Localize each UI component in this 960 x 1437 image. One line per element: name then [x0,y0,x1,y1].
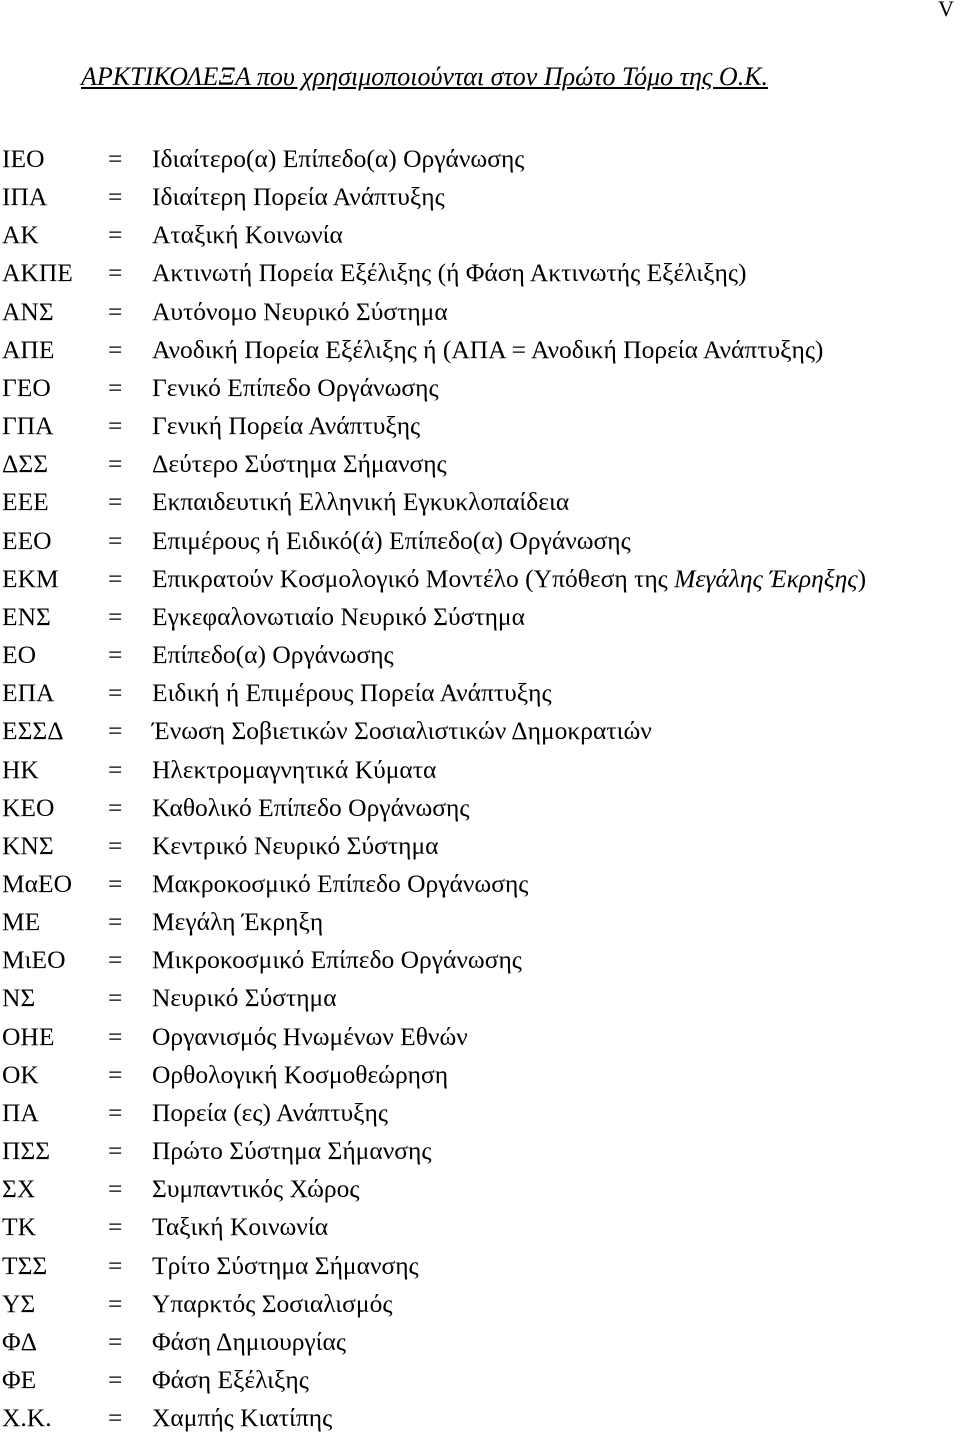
definition [152,1132,431,1170]
equals-sign: = [108,1174,123,1204]
definition [152,636,394,674]
abbreviation: ΤΚ [2,1212,36,1242]
equals-sign: = [108,258,123,288]
abbreviation: ΚΝΣ [2,830,54,860]
definition [152,1361,309,1399]
abbreviation: ΥΣ [2,1288,36,1318]
definition [152,979,337,1017]
abbreviation: ΚΕΟ [2,792,55,822]
definition-text: Φάση Δημιουργίας [152,1326,347,1356]
definition-text: Υπαρκτός Σοσιαλισμός [152,1288,393,1318]
definition-text: Αυτόνομο Νευρικό Σύστημα [152,296,448,326]
definition [152,1208,328,1246]
page-number: V [938,0,954,21]
definition [152,1323,346,1361]
definition [152,789,469,827]
abbreviation: ΕΕΕ [2,487,49,517]
equals-sign: = [108,830,123,860]
abbreviation: ΓΕΟ [2,372,51,402]
definition [152,598,525,636]
equals-sign: = [108,220,123,250]
list-item [2,674,866,712]
definition [152,560,866,598]
definition-text: Ανοδική Πορεία Εξέλιξης ή (ΑΠΑ = Ανοδική Πορεία Ανάπτυξης) [152,334,824,364]
list-item [2,1056,866,1094]
definition-text: Ηλεκτρομαγνητικά Κύματα [152,754,437,784]
definition [152,1018,468,1056]
definition [152,140,524,178]
definition [152,331,823,369]
definition-text: Ακτινωτή Πορεία Εξέλιξης (ή Φάση Ακτινωτής Εξέλιξης) [152,258,747,288]
definition-text: Ιδιαίτερο(α) Επίπεδο(α) Οργάνωσης [152,144,525,173]
equals-sign: = [108,1403,123,1433]
abbreviation: ΙΠΑ [2,182,48,212]
list-item [2,483,866,521]
definition [152,293,448,331]
definition [152,674,552,712]
list-item [2,865,866,903]
list-item [2,789,866,827]
abbreviation: ΤΣΣ [2,1250,48,1280]
list-item [2,827,866,865]
definition [152,522,631,560]
equals-sign: = [108,792,123,822]
abbreviation: ΕΠΑ [2,678,55,708]
abbreviation: ΦΕ [2,1365,37,1394]
abbreviation: ΓΠΑ [2,411,54,441]
abbreviation: ΕΚΜ [2,563,59,593]
definition [152,903,323,941]
equals-sign: = [108,716,123,746]
list-item [2,254,866,292]
definition-text: Ορθολογική Κοσμοθεώρηση [152,1059,449,1089]
equals-sign: = [108,640,123,670]
abbreviation: ΝΣ [2,983,36,1013]
definition [152,369,439,407]
definition [152,865,528,903]
equals-sign: = [108,334,123,364]
list-item [2,407,866,445]
definition [152,751,436,789]
abbreviation: ΟΗΕ [2,1021,55,1051]
definition-text: Χαμπής Κιατίπης [152,1403,333,1433]
list-item [2,598,866,636]
definition-text: Μακροκοσμικό Επίπεδο Οργάνωσης [152,868,529,898]
list-item [2,216,866,254]
definition-text: Επίπεδο(α) Οργάνωσης [152,640,394,670]
list-item [2,1323,866,1361]
equals-sign: = [108,754,123,784]
definition-text: Ταξική Κοινωνία [152,1212,329,1242]
list-item [2,1132,866,1170]
definition [152,483,569,521]
equals-sign: = [108,563,123,593]
abbreviation: ΑΝΣ [2,296,54,326]
definition [152,178,445,216]
definition-text: Οργανισμός Ηνωμένων Εθνών [152,1021,468,1051]
list-item [2,445,866,483]
list-item [2,712,866,750]
abbreviation: ΕΟ [2,640,36,670]
abbreviation: ΙΕΟ [2,144,45,173]
definition [152,407,420,445]
definition-text: Νευρικό Σύστημα [152,983,337,1013]
definition [152,941,522,979]
list-item [2,941,866,979]
list-item [2,293,866,331]
abbreviation: ΠΣΣ [2,1136,51,1166]
list-item [2,178,866,216]
list-item [2,1361,866,1399]
abbreviation: ΑΚΠΕ [2,258,73,288]
definition [152,445,447,483]
equals-sign: = [108,487,123,517]
definition [152,827,438,865]
list-item [2,1170,866,1208]
equals-sign: = [108,1326,123,1356]
abbreviation: Χ.Κ. [2,1403,52,1433]
list-item [2,903,866,941]
abbreviation: ΜιΕΟ [2,945,66,975]
equals-sign: = [108,372,123,402]
abbreviation: ΔΣΣ [2,449,49,479]
abbreviation: ΣΧ [2,1174,36,1204]
list-item [2,560,866,598]
definition-text: Γενικό Επίπεδο Οργάνωσης [152,372,439,402]
list-item [2,1018,866,1056]
definition-text: Επιμέρους ή Ειδικό(ά) Επίπεδο(α) Οργάνωσης [152,525,631,555]
abbreviation: ΜΕ [2,907,41,937]
definition-text: Εγκεφαλονωτιαίο Νευρικό Σύστημα [152,601,525,631]
definition [152,1285,392,1323]
definition-text: Συμπαντικός Χώρος [152,1174,360,1204]
equals-sign: = [108,1097,123,1127]
equals-sign: = [108,601,123,631]
definition-text: Καθολικό Επίπεδο Οργάνωσης [152,792,470,822]
definition [152,1247,419,1285]
equals-sign: = [108,1250,123,1280]
definition [152,1399,332,1437]
definition-text: Πρώτο Σύστημα Σήμανσης [152,1136,432,1166]
definition-italic-text: Μεγάλης Έκρηξης [674,563,858,593]
equals-sign: = [108,1021,123,1051]
list-item [2,1285,866,1323]
definition [152,1056,448,1094]
equals-sign: = [108,1288,123,1318]
equals-sign: = [108,182,123,212]
abbreviation: ΠΑ [2,1097,39,1127]
equals-sign: = [108,411,123,441]
equals-sign: = [108,1212,123,1242]
equals-sign: = [108,525,123,555]
definition-text: Μικροκοσμικό Επίπεδο Οργάνωσης [152,945,522,975]
definition-tail-text: ) [857,563,867,593]
list-item [2,751,866,789]
equals-sign: = [108,1365,123,1394]
abbreviation: ΑΠΕ [2,334,55,364]
definition [152,1094,388,1132]
list-item [2,331,866,369]
list-item [2,140,866,178]
definition-text: Αταξική Κοινωνία [152,220,343,250]
list-item [2,1247,866,1285]
abbreviation: ΑΚ [2,220,39,250]
definition-text: Δεύτερο Σύστημα Σήμανσης [152,449,447,479]
definition-text: Ιδιαίτερη Πορεία Ανάπτυξης [152,182,445,212]
list-item [2,1208,866,1246]
equals-sign: = [108,144,123,173]
definition-text: Γενική Πορεία Ανάπτυξης [152,411,421,441]
list-item [2,1399,866,1437]
definition-text: Φάση Εξέλιξης [152,1365,309,1394]
definition [152,216,343,254]
abbreviation: ΕΣΣΔ [2,716,64,746]
list-item [2,369,866,407]
abbreviation: ΦΔ [2,1326,38,1356]
equals-sign: = [108,296,123,326]
abbreviation: ΕΕΟ [2,525,52,555]
definition-text: Κεντρικό Νευρικό Σύστημα [152,830,439,860]
abbreviation-list [2,140,866,1437]
definition [152,1170,359,1208]
equals-sign: = [108,449,123,479]
list-item [2,522,866,560]
equals-sign: = [108,1136,123,1166]
definition [152,254,746,292]
abbreviation: ΕΝΣ [2,601,51,631]
equals-sign: = [108,678,123,708]
definition-text: Ένωση Σοβιετικών Σοσιαλιστικών Δημοκρατιών [152,716,652,746]
definition-text: Τρίτο Σύστημα Σήμανσης [152,1250,419,1280]
list-item [2,1094,866,1132]
definition [152,712,652,750]
abbreviation: ΟΚ [2,1059,39,1089]
abbreviation: ΗΚ [2,754,39,784]
definition-text: Επικρατούν Κοσμολογικό Μοντέλο (Υπόθεση της [152,563,675,593]
equals-sign: = [108,1059,123,1089]
definition-text: Εκπαιδευτική Ελληνική Εγκυκλοπαίδεια [152,487,570,517]
definition-text: Πορεία (ες) Ανάπτυξης [152,1097,388,1127]
definition-text: Ειδική ή Επιμέρους Πορεία Ανάπτυξης [152,678,552,708]
definition-text: Μεγάλη Έκρηξη [152,907,324,937]
equals-sign: = [108,983,123,1013]
page-title: ΑΡΚΤΙΚΟΛΕΞΑ που χρησιμοποιούνται στον Πρώτο Τόμο της Ο.Κ. [81,62,769,91]
list-item [2,636,866,674]
abbreviation: ΜαΕΟ [2,868,73,898]
list-item [2,979,866,1017]
equals-sign: = [108,868,123,898]
equals-sign: = [108,945,123,975]
equals-sign: = [108,907,123,937]
